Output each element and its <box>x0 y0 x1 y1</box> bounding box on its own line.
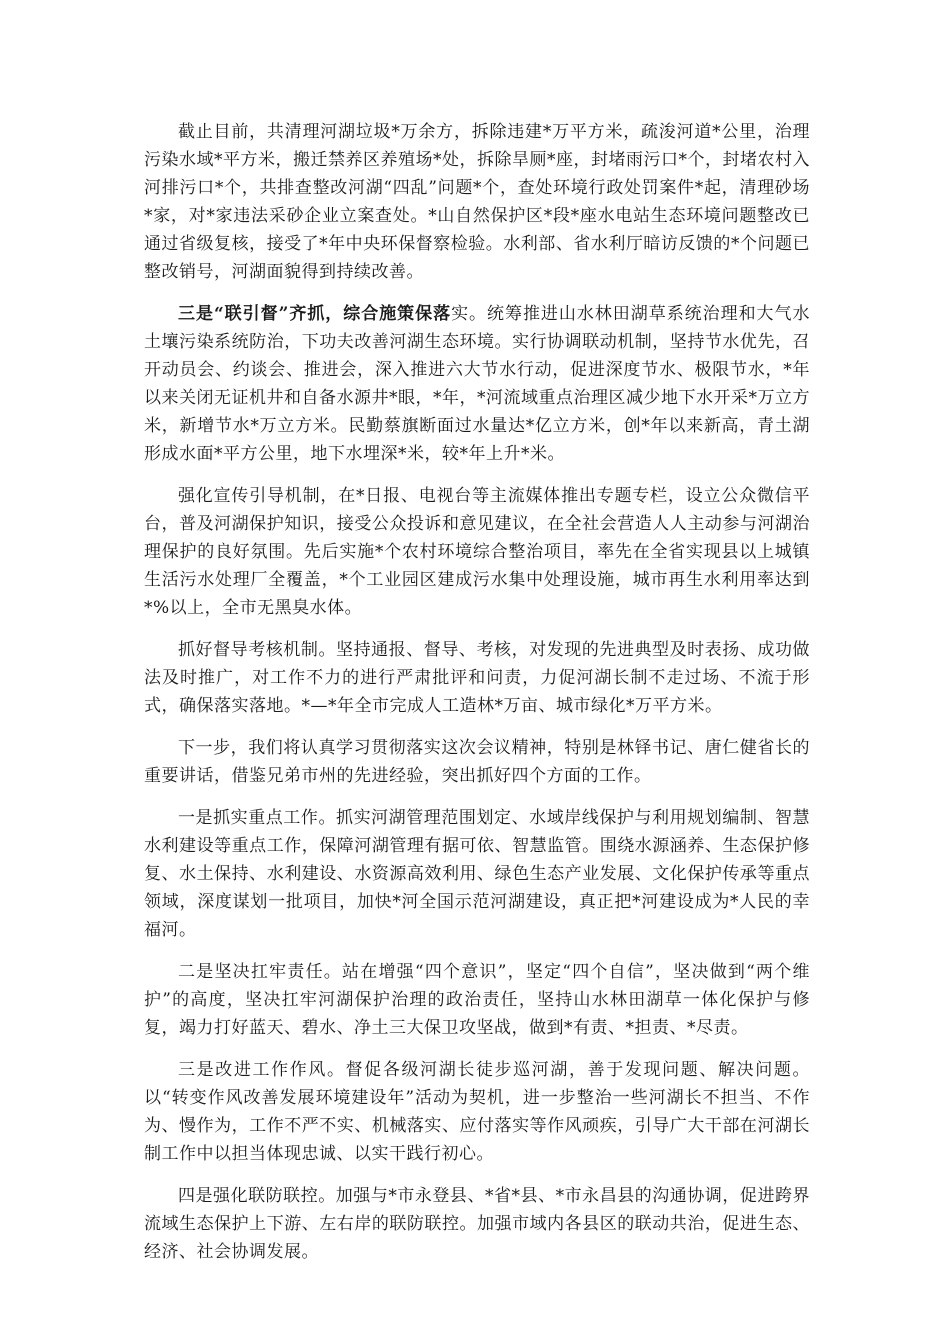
paragraph-text: 三是改进工作作风。督促各级河湖长徒步巡河湖，善于发现问题、解决问题。以“转变作风改善发展环境建设年”活动为契机，进一步整治一些河湖长不担当、不作为、慢作为，工作不严不实、机械落实、应付落实等作风顽疾，引导广大干部在河湖长制工作中以担当体现忠诚、以实干践行初心。 <box>144 1060 810 1164</box>
paragraph-text: 抓好督导考核机制。坚持通报、督导、考核，对发现的先进典型及时表扬、成功做法及时推广，对工作不力的进行严肃批评和问责，力促河湖长制不走过场、不流于形式，确保落实落地。*—*年全市完成人工造林*万亩、城市绿化*万平方米。 <box>144 640 810 716</box>
paragraph-next-step <box>144 734 810 790</box>
paragraph-key-work <box>144 804 810 944</box>
paragraph-heading: 三是“联引督”齐抓，综合施策保落 <box>178 304 452 324</box>
paragraph-text: 二是坚决扛牢责任。站在增强“四个意识”，坚定“四个自信”，坚决做到“两个维护”的高度，坚决扛牢河湖保护治理的政治责任，坚持山水林田湖草一体化保护与修复，竭力打好蓝天、碧水、净土三大保卫攻坚战，做到*有责、*担责、*尽责。 <box>144 962 810 1038</box>
paragraph-supervision <box>144 636 810 720</box>
paragraph-coordination <box>144 300 810 468</box>
paragraph-text: 下一步，我们将认真学习贯彻落实这次会议精神，特别是林铎书记、唐仁健省长的重要讲话，借鉴兄弟市州的先进经验，突出抓好四个方面的工作。 <box>144 738 810 786</box>
paragraph-publicity <box>144 482 810 622</box>
paragraph-text: 实。统筹推进山水林田湖草系统治理和大气水土壤污染系统防治，下功夫改善河湖生态环境。实行协调联动机制，坚持节水优先，召开动员会、约谈会、推进会，深入推进六大节水行动，促进深度节水、极限节水，*年以来关闭无证机井和自备水源井*眼，*年，*河流域重点治理区减少地下水开采*万立方米，新增节水*万立方米。民勤蔡旗断面过水量达*亿立方米，创*年以来新高，青土湖形成水面*平方公里，地下水埋深*米，较*年上升*米。 <box>144 304 811 464</box>
paragraph-text: 截止目前，共清理河湖垃圾*万余方，拆除违建*万平方米，疏浚河道*公里，治理污染水域*平方米，搬迁禁养区养殖场*处，拆除旱厕*座，封堵雨污口*个，封堵农村入河排污口*个，共排查整改河湖“四乱”问题*个，查处环境行政处罚案件*起，清理砂场*家，对*家违法采砂企业立案查处。*山自然保护区*段*座水电站生态环境问题整改已通过省级复核，接受了*年中央环保督察检验。水利部、省水利厅暗访反馈的*个问题已整改销号，河湖面貌得到持续改善。 <box>144 122 810 282</box>
paragraph-responsibility <box>144 958 810 1042</box>
document-body <box>144 118 810 1280</box>
paragraph-text: 一是抓实重点工作。抓实河湖管理范围划定、水域岸线保护与利用规划编制、智慧水利建设等重点工作，保障河湖管理有据可依、智慧监管。围绕水源涵养、生态保护修复、水土保持、水利建设、水资源高效利用、绿色生态产业发展、文化保护传承等重点领域，深度谋划一批项目，加快*河全国示范河湖建设，真正把*河建设成为*人民的幸福河。 <box>144 808 810 940</box>
paragraph-work-style <box>144 1056 810 1168</box>
paragraph-joint-control <box>144 1182 810 1266</box>
paragraph-cleanup-results <box>144 118 810 286</box>
paragraph-text: 四是强化联防联控。加强与*市永登县、*省*县、*市永昌县的沟通协调，促进跨界流域生态保护上下游、左右岸的联防联控。加强市域内各县区的联动共治，促进生态、经济、社会协调发展。 <box>144 1186 810 1262</box>
paragraph-text: 强化宣传引导机制，在*日报、电视台等主流媒体推出专题专栏，设立公众微信平台，普及河湖保护知识，接受公众投诉和意见建议，在全社会营造人人主动参与河湖治理保护的良好氛围。先后实施*个农村环境综合整治项目，率先在全省实现县以上城镇生活污水处理厂全覆盖，*个工业园区建成污水集中处理设施，城市再生水利用率达到*%以上，全市无黑臭水体。 <box>144 486 810 618</box>
